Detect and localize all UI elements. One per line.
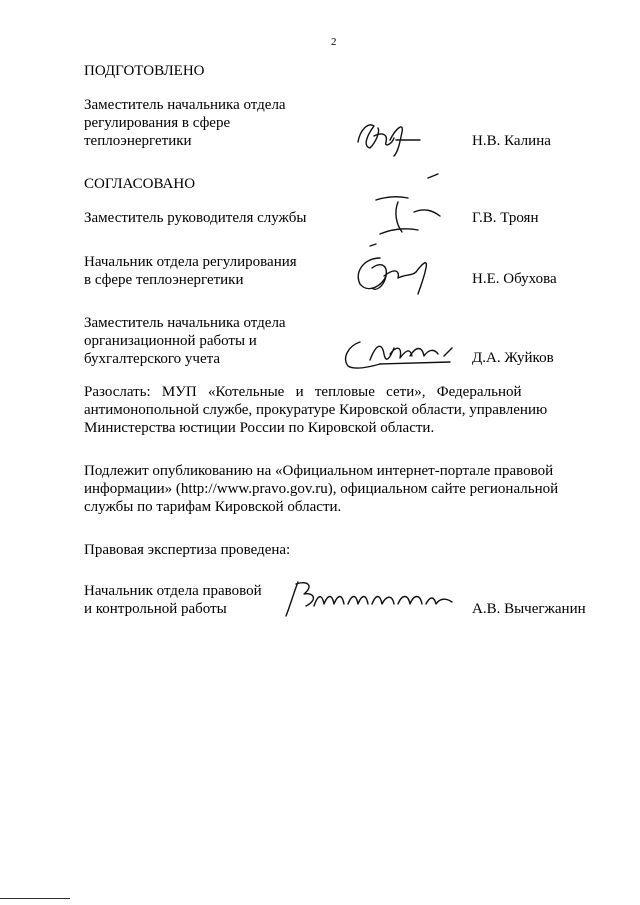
position-line: Начальник отдела правовой bbox=[84, 583, 262, 599]
signatory-name: Н.Е. Обухова bbox=[472, 271, 557, 287]
agreed-heading: СОГЛАСОВАНО bbox=[84, 176, 196, 192]
position-line: Заместитель начальника отдела bbox=[84, 315, 286, 331]
position-line: бухгалтерского учета bbox=[84, 351, 221, 367]
position-line: регулирования в сфере bbox=[84, 115, 231, 131]
footer-rule bbox=[0, 898, 70, 899]
distribution-line: Разослать: МУП «Котельные и тепловые сети», Федеральной bbox=[84, 384, 522, 400]
publication-line: службы по тарифам Кировской области. bbox=[84, 499, 342, 515]
signatory-position bbox=[84, 209, 334, 227]
distribution-line: антимонопольной службе, прокуратуре Кировской области, управлению bbox=[84, 402, 548, 418]
position-line: Заместитель начальника отдела bbox=[84, 97, 286, 113]
distribution-line: Министерства юстиции России по Кировской области. bbox=[84, 420, 435, 436]
signature-kalina bbox=[350, 112, 430, 162]
signatory-position bbox=[84, 314, 334, 368]
page-number: 2 bbox=[331, 36, 337, 48]
prepared-name: Н.В. Калина bbox=[472, 133, 551, 149]
position-line: Начальник отдела регулирования bbox=[84, 254, 297, 270]
publication-paragraph bbox=[84, 462, 586, 516]
position-line: в сфере теплоэнергетики bbox=[84, 272, 244, 288]
position-line: теплоэнергетики bbox=[84, 133, 192, 149]
publication-line: информации» (http://www.pravo.gov.ru), официальном сайте региональной bbox=[84, 481, 559, 497]
prepared-heading: ПОДГОТОВЛЕНО bbox=[84, 63, 205, 79]
position-line: и контрольной работы bbox=[84, 601, 227, 617]
position-line: Заместитель руководителя службы bbox=[84, 210, 307, 226]
publication-line: Подлежит опубликованию на «Официальном интернет-портале правовой bbox=[84, 463, 554, 479]
legal-review-text: Правовая экспертиза проведена: bbox=[84, 542, 291, 558]
signatory-name: Д.А. Жуйков bbox=[472, 350, 554, 366]
signatory-position bbox=[84, 253, 334, 289]
prepared-position bbox=[84, 96, 334, 150]
legal-review-name: А.В. Вычегжанин bbox=[472, 601, 586, 617]
signature-troyan bbox=[368, 172, 468, 254]
position-line: организационной работы и bbox=[84, 333, 257, 349]
distribution-paragraph bbox=[84, 383, 586, 437]
signature-zhuikov bbox=[340, 334, 470, 374]
signature-vychegzhanin bbox=[284, 576, 464, 620]
signatory-name: Г.В. Троян bbox=[472, 210, 539, 226]
signature-obukhova bbox=[350, 248, 440, 298]
